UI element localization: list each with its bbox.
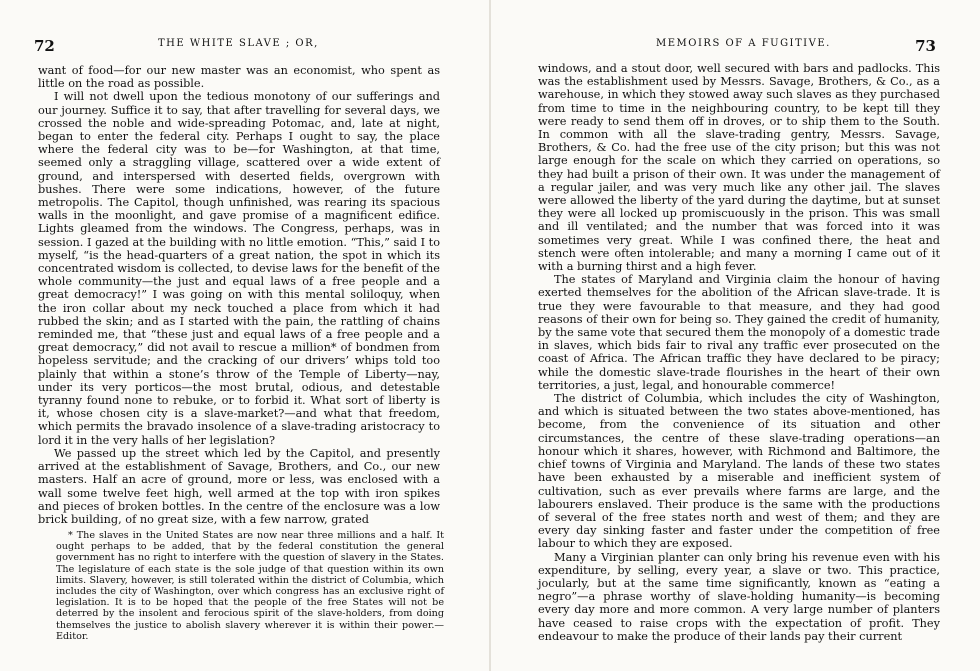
running-head: MEMOIRS OF A FUGITIVE.: [656, 38, 831, 49]
paragraph: We passed up the street which led by the Capitol, and presently arrived at the establishment of Savage, Brothers, and Co., our new masters. Half an acre of ground, more or less, was enclosed with a wall some twelve feet high, well armed at the top with iron spikes and pieces of broken bottles. In the centre of the enclosure was a low brick building, of no great size, with a few narrow, grated: [38, 446, 440, 526]
paragraph: The district of Columbia, which includes the city of Washington, and which is situated between the two states above-mentioned, has become, from the convenience of its situation and other circumstances, the centre of these slave-trading operations—an honour which it shares, however, with Richmond and Baltimore, the chief towns of Virginia and Maryland. The lands of these two states have been exhausted by a miserable and inefficient system of cultivation, such as ever prevails where farms are large, and the labourers enslaved. Their produce is the same with the productions of several of the free states north and west of them; and they are every day sinking faster and faster under the competition of free labour to which they are exposed.: [538, 392, 940, 551]
right-page: [490, 0, 980, 671]
paragraph: windows, and a stout door, well secured with bars and padlocks. This was the establishment used by Messrs. Savage, Brothers, & Co., as a warehouse, in which they stowed away such slaves as they purchased from time to time in the neighbouring country, to be kept till they were ready to send them off in droves, or to ship them to the South. In common with all the slave-trading gentry, Messrs. Savage, Brothers, & Co. had the free use of the city prison; but this was not large enough for the scale on which they carried on operations, so they had built a prison of their own. It was under the management of a regular jailer, and was very much like any other jail. The slaves were allowed the liberty of the yard during the daytime, but at sunset they were all locked up promiscuously in the prison. This was small and ill ventilated; and the number that was forced into it was sometimes very great. While I was confined there, the heat and stench were often intolerable; and many a morning I came out of it with a burning thirst and a high fever.: [538, 62, 940, 274]
page-number: 73: [915, 37, 936, 55]
paragraph: want of food—for our new master was an economist, who spent as little on the road as possible.: [38, 64, 440, 91]
page-body: [38, 64, 440, 526]
footnote-text: * The slaves in the United States are now near three millions and a half. It ought perhaps to be added, that by the federal constitution the general government has no right to interfere with the question of slavery in the States. The legislature of each state is the sole judge of that question within its own limits. Slavery, however, is still tolerated within the district of Columbia, which includes the city of Washington, over which congress has an exclusive right of legislation. It is to be hoped that the people of the free States will not be deterred by the insolent and ferocious spirit of the slave-holders, from doing themselves the justice to abolish slavery wherever it is within their power.—Editor.: [56, 530, 444, 642]
paragraph: The states of Maryland and Virginia claim the honour of having exerted themselves for the abolition of the African slave-trade. It is true they were favourable to that measure, and they had good reasons of their own for being so. They gained the credit of humanity, by the same vote that secured them the monopoly of a domestic trade in slaves, which bids fair to rival any traffic ever prosecuted on the coast of Africa. The African traffic they have declared to be piracy; while the domestic slave-trade flourishes in the heart of their own territories, a just, legal, and honourable commerce!: [538, 273, 940, 392]
running-head: THE WHITE SLAVE ; OR,: [158, 38, 319, 49]
paragraph: I will not dwell upon the tedious monotony of our sufferings and our journey. Suffice it to say, that after travelling for several days, we crossed the noble and wide-spreading Potomac, and, late at night, began to enter the federal city. Perhaps I ought to say, the place where the federal city was to be—for Washington, at that time, seemed only a straggling village, scattered over a wide extent of ground, and interspersed with deserted fields, overgrown with bushes. There were some indications, however, of the future metropolis. The Capitol, though unfinished, was rearing its spacious walls in the moonlight, and gave promise of a magnificent edifice. Lights gleamed from the windows. The Congress, perhaps, was in session. I gazed at the building with no little emotion. “This,” said I to myself, “is the head-quarters of a great nation, the spot in which its concentrated wisdom is collected, to devise laws for the benefit of the whole community—the just and equal laws of a free people and a great democracy!” I was going on with this mental soliloquy, when the iron collar about my neck touched a place from which it had rubbed the skin; and as I started with the pain, the rattling of chains reminded me, that “these just and equal laws of a free people and a great democracy,” did not avail to rescue a million* of bondmen from hopeless servitude; and the cracking of our drivers’ whips told too plainly that within a stone’s throw of the Temple of Liberty—nay, under its very porticos—the most brutal, odious, and detestable tyranny found none to rebuke, or to forbid it. What sort of liberty is it, whose chosen city is a slave-market?—and what that freedom, which permits the bravado insolence of a slave-trading aristocracy to lord it in the very halls of her legislation?: [38, 90, 440, 447]
footnote: [56, 530, 444, 642]
page-number: 72: [34, 37, 55, 55]
paragraph: Many a Virginian planter can only bring his revenue even with his expenditure, by selling, every year, a slave or two. This practice, jocularly, but at the same time significantly, known as “eating a negro”—a phrase worthy of slave-holding humanity—is becoming every day more and more common. A very large number of planters have ceased to raise crops with the expectation of profit. They endeavour to make the produce of their lands pay their current: [538, 550, 940, 643]
page-body: [538, 62, 940, 643]
